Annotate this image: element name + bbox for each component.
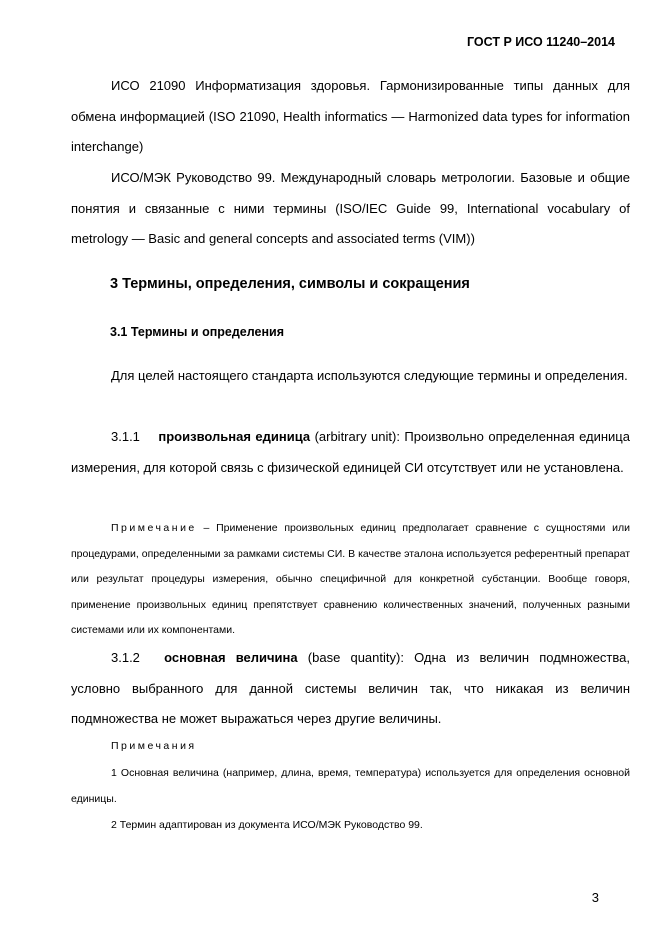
term-3-1-2-notes-label: Примечания xyxy=(111,740,197,752)
standard-header: ГОСТ Р ИСО 11240–2014 xyxy=(466,35,615,49)
note-label: Примечание xyxy=(111,522,197,534)
reference-iso-iec-guide-99: ИСО/МЭК Руководство 99. Международный словарь метрологии. Базовые и общие понятия и связанные с ними термины (ISO/IEC Guide 99, International vocabulary of metrology — Basic and general concepts and associated terms (VIM)) xyxy=(71,170,630,246)
note-text: – Применение произвольных единиц предполагает сравнение с сущностями или процедурами, определенными за рамками системы СИ. В качестве эталона используется референтный препарат или результат процедуры измерения, обычно специфичной для конкретной субстанции. Вообще говоря, применение произвольных единиц препятствует сравнению количественных значений, полученных разными системами или их компонентами. xyxy=(71,522,630,636)
term-3-1-2-name: основная величина xyxy=(164,650,298,665)
term-3-1-2 xyxy=(71,643,630,735)
section-3-heading: 3 Термины, определения, символы и сокращения xyxy=(110,276,470,292)
term-3-1-1 xyxy=(71,422,630,483)
section-intro: Для целей настоящего стандарта используются следующие термины и определения. xyxy=(111,368,628,383)
term-3-1-2-definition: (base quantity): Одна из величин подмножества, условно выбранного для данной системы величин так, что никакая из величин подмножества не может выражаться через другие величины. xyxy=(71,650,630,726)
reference-iso-21090: ИСО 21090 Информатизация здоровья. Гармонизированные типы данных для обмена информацией (ISO 21090, Health informatics — Harmonized data types for information interchange) xyxy=(71,78,630,154)
term-3-1-1-number: 3.1.1 xyxy=(111,429,140,444)
term-3-1-1-definition: (arbitrary unit): Произвольно определенная единица измерения, для которой связь с физической единицей СИ отсутствует или не установлена. xyxy=(71,429,630,475)
term-3-1-2-number: 3.1.2 xyxy=(111,650,140,665)
term-3-1-1-note xyxy=(71,516,630,644)
page-number: 3 xyxy=(591,890,599,905)
section-3-1-heading: 3.1 Термины и определения xyxy=(110,325,284,339)
term-3-1-2-note-2: 2 Термин адаптирован из документа ИСО/МЭК Руководство 99. xyxy=(111,819,423,831)
term-3-1-1-name: произвольная единица xyxy=(158,429,311,444)
term-3-1-2-note-1: 1 Основная величина (например, длина, время, температура) используется для определения основной единицы. xyxy=(71,767,630,805)
